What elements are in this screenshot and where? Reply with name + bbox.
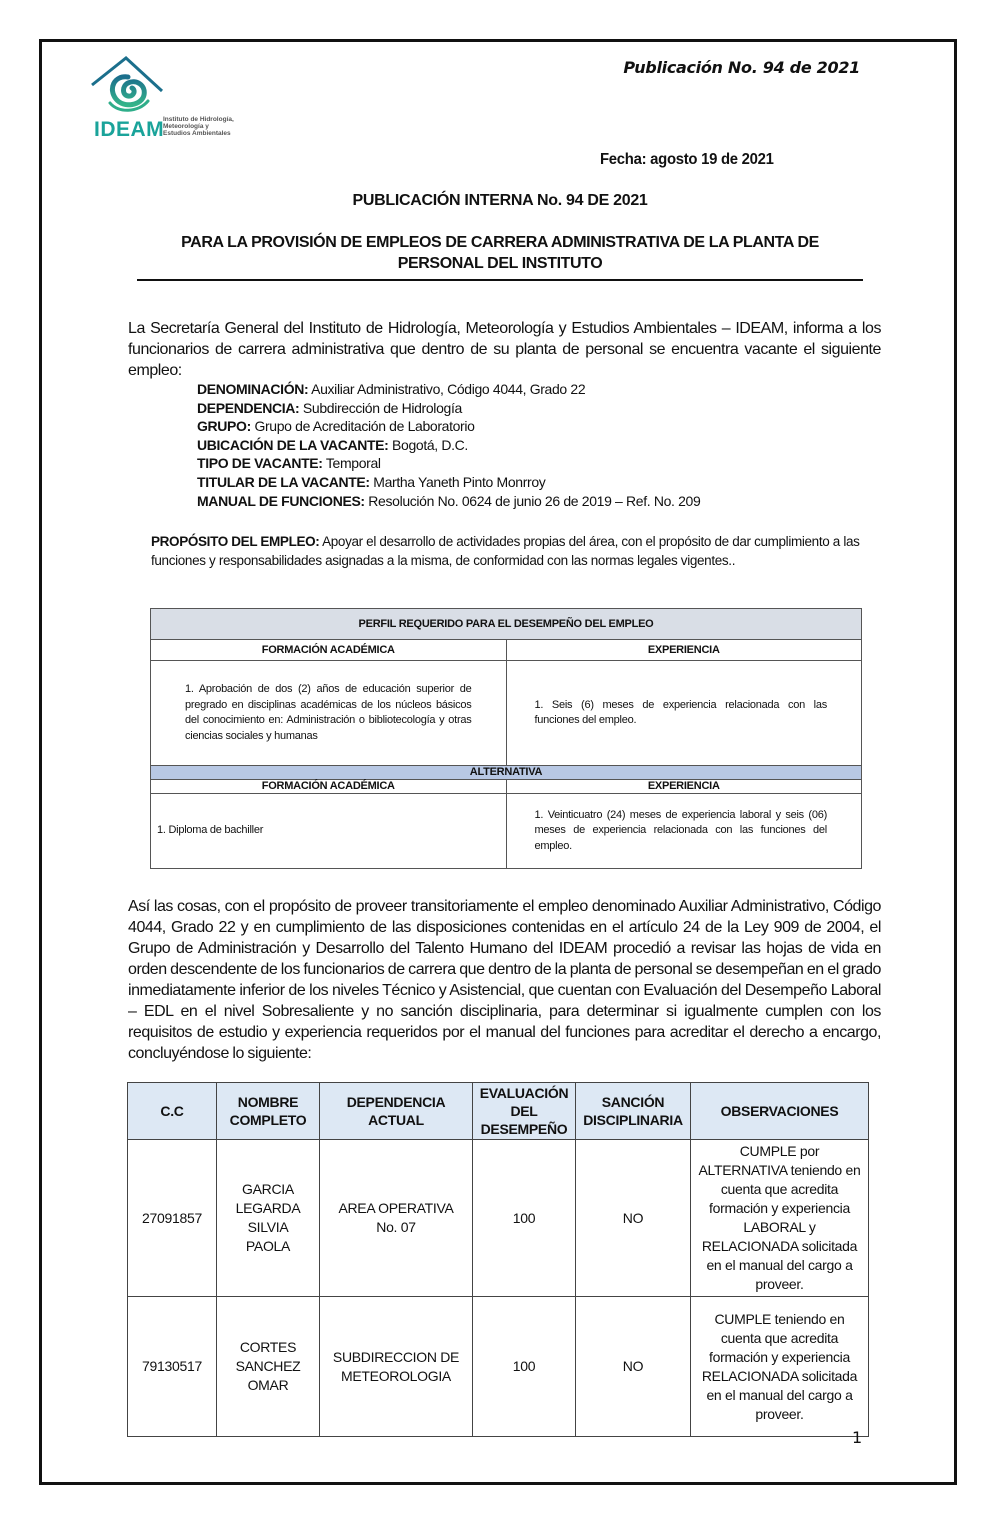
header-dependency: DEPENDENCIA ACTUAL xyxy=(320,1083,473,1140)
field-label: TITULAR DE LA VACANTE: xyxy=(197,473,370,490)
field-dependencia xyxy=(197,399,700,418)
cell-cc: 27091857 xyxy=(128,1140,217,1297)
cell-cc: 79130517 xyxy=(128,1297,217,1437)
field-value: Resolución No. 0624 de junio 26 de 2019 – Ref. No. 209 xyxy=(364,492,701,509)
publication-number: Publicación No. 94 de 2021 xyxy=(623,58,860,77)
field-value: Bogotá, D.C. xyxy=(388,436,468,453)
vacancy-details xyxy=(197,380,700,510)
ideam-emblem-icon xyxy=(88,55,168,117)
table-row xyxy=(128,1140,869,1297)
job-purpose xyxy=(151,532,861,570)
header-sanction: SANCIÓN DISCIPLINARIA xyxy=(576,1083,691,1140)
document-subtitle: PARA LA PROVISIÓN DE EMPLEOS DE CARRERA ADMINISTRATIVA DE LA PLANTA DE PERSONAL DEL INSTITUTO xyxy=(181,234,819,272)
profile-table-title: PERFIL REQUERIDO PARA EL DESEMPEÑO DEL EMPLEO xyxy=(151,609,862,640)
cell-observations: CUMPLE teniendo en cuenta que acredita formación y experiencia RELACIONADA solicitada en el manual del cargo a proveer. xyxy=(691,1297,869,1437)
alt-col-experience-header: EXPERIENCIA xyxy=(506,780,862,794)
ideam-logo xyxy=(88,55,258,145)
alt-education-cell: 1. Diploma de bachiller xyxy=(151,794,507,869)
field-value: Martha Yaneth Pinto Monrroy xyxy=(369,473,546,490)
field-manual xyxy=(197,492,700,511)
field-value: Subdirección de Hidrología xyxy=(299,399,462,416)
cell-observations: CUMPLE por ALTERNATIVA teniendo en cuenta que acredita formación y experiencia LABORAL y RELACIONADA solicitada en el manual del cargo a proveer. xyxy=(691,1140,869,1297)
col-experience-header: EXPERIENCIA xyxy=(506,640,862,661)
header-name: NOMBRE COMPLETO xyxy=(217,1083,320,1140)
logo-line: Meteorología y xyxy=(163,123,209,130)
cell-sanction: NO xyxy=(576,1297,691,1437)
alternative-header: ALTERNATIVA xyxy=(151,766,862,780)
cell-name: GARCIA LEGARDA SILVIA PAOLA xyxy=(217,1140,320,1297)
logo-institution-name xyxy=(163,116,263,137)
header-cc: C.C xyxy=(128,1083,217,1140)
field-label: TIPO DE VACANTE: xyxy=(197,455,323,472)
cell-dependency: AREA OPERATIVA No. 07 xyxy=(320,1140,473,1297)
field-label: MANUAL DE FUNCIONES: xyxy=(197,492,365,509)
table-row xyxy=(128,1297,869,1437)
logo-acronym: IDEAM xyxy=(94,118,165,141)
field-label: DEPENDENCIA: xyxy=(197,399,300,416)
conclusion-paragraph: Así las cosas, con el propósito de proveer transitoriamente el empleo denominado Auxiliar Administrativo, Código 4044, Grado 22 y en cumplimiento de las disposiciones contenidas en el artículo 24 de la Ley 909 de 2004, el Grupo de Administración y Desarrollo del Talento Humano del IDEAM procedió a revisar las hojas de vida en orden descendente de los funcionarios de carrera que dentro de la planta de personal se desempeñan en el grado inmediatamente inferior de los niveles Técnico y Asistencial, que cuentan con Evaluación del Desempeño Laboral – EDL en el nivel Sobresaliente y no sanción disciplinaria, para determinar si igualmente cumplen con los requisitos de estudio y experiencia requeridos por el manual del funciones para acreditar el derecho a encargo, concluyéndose lo siguiente: xyxy=(128,898,881,1062)
intro-paragraph: La Secretaría General del Instituto de Hidrología, Meteorología y Estudios Ambientales – IDEAM, informa a los funcionarios de carrera administrativa que dentro de su planta de personal se encuentra vacante el siguiente empleo: xyxy=(128,320,881,379)
cell-evaluation: 100 xyxy=(473,1297,576,1437)
logo-line: Estudios Ambientales xyxy=(163,130,231,137)
cell-dependency: SUBDIRECCION DE METEOROLOGIA xyxy=(320,1297,473,1437)
main-experience-cell: 1. Seis (6) meses de experiencia relacionada con las funciones del empleo. xyxy=(506,661,862,766)
header-evaluation: EVALUACIÓN DEL DESEMPEÑO xyxy=(473,1083,576,1140)
alt-experience-cell: 1. Veinticuatro (24) meses de experiencia laboral y seis (06) meses de experiencia relacionada con las funciones del empleo. xyxy=(506,794,862,869)
candidates-table xyxy=(127,1082,869,1437)
document-date: Fecha: agosto 19 de 2021 xyxy=(600,151,774,168)
field-denominacion xyxy=(197,380,700,399)
logo-line: Instituto de Hidrología, xyxy=(163,116,234,123)
col-education-header: FORMACIÓN ACADÉMICA xyxy=(151,640,507,661)
field-value: Auxiliar Administrativo, Código 4044, Grado 22 xyxy=(308,381,586,397)
field-tipo xyxy=(197,454,700,473)
alt-col-education-header: FORMACIÓN ACADÉMICA xyxy=(151,780,507,794)
document-title: PUBLICACIÓN INTERNA No. 94 DE 2021 xyxy=(352,192,648,209)
field-value: Temporal xyxy=(322,455,381,472)
title-divider xyxy=(137,279,863,281)
cell-evaluation: 100 xyxy=(473,1140,576,1297)
field-label: DENOMINACIÓN: xyxy=(197,381,309,397)
field-ubicacion xyxy=(197,436,700,455)
field-grupo xyxy=(197,417,700,436)
field-value: Grupo de Acreditación de Laboratorio xyxy=(250,418,475,435)
page-number: 1 xyxy=(852,1428,863,1447)
profile-table xyxy=(150,608,862,869)
cell-sanction: NO xyxy=(576,1140,691,1297)
field-label: GRUPO: xyxy=(197,418,251,435)
field-titular xyxy=(197,473,700,492)
field-label: UBICACIÓN DE LA VACANTE: xyxy=(197,436,389,453)
header-observations: OBSERVACIONES xyxy=(691,1083,869,1140)
purpose-label: PROPÓSITO DEL EMPLEO: xyxy=(151,534,320,549)
main-education-cell: 1. Aprobación de dos (2) años de educación superior de pregrado en disciplinas académicas de los núcleos básicos del conocimiento en: Administración o bibliotecología y otras ciencias sociales y humanas xyxy=(151,661,507,766)
candidates-header-row xyxy=(128,1083,869,1140)
cell-name: CORTES SANCHEZ OMAR xyxy=(217,1297,320,1437)
purpose-text: Apoyar el desarrollo de actividades propias del área, con el propósito de dar cumplimiento a las funciones y responsabilidades asignadas a la misma, de conformidad con las normas legales vigentes.. xyxy=(151,534,860,568)
